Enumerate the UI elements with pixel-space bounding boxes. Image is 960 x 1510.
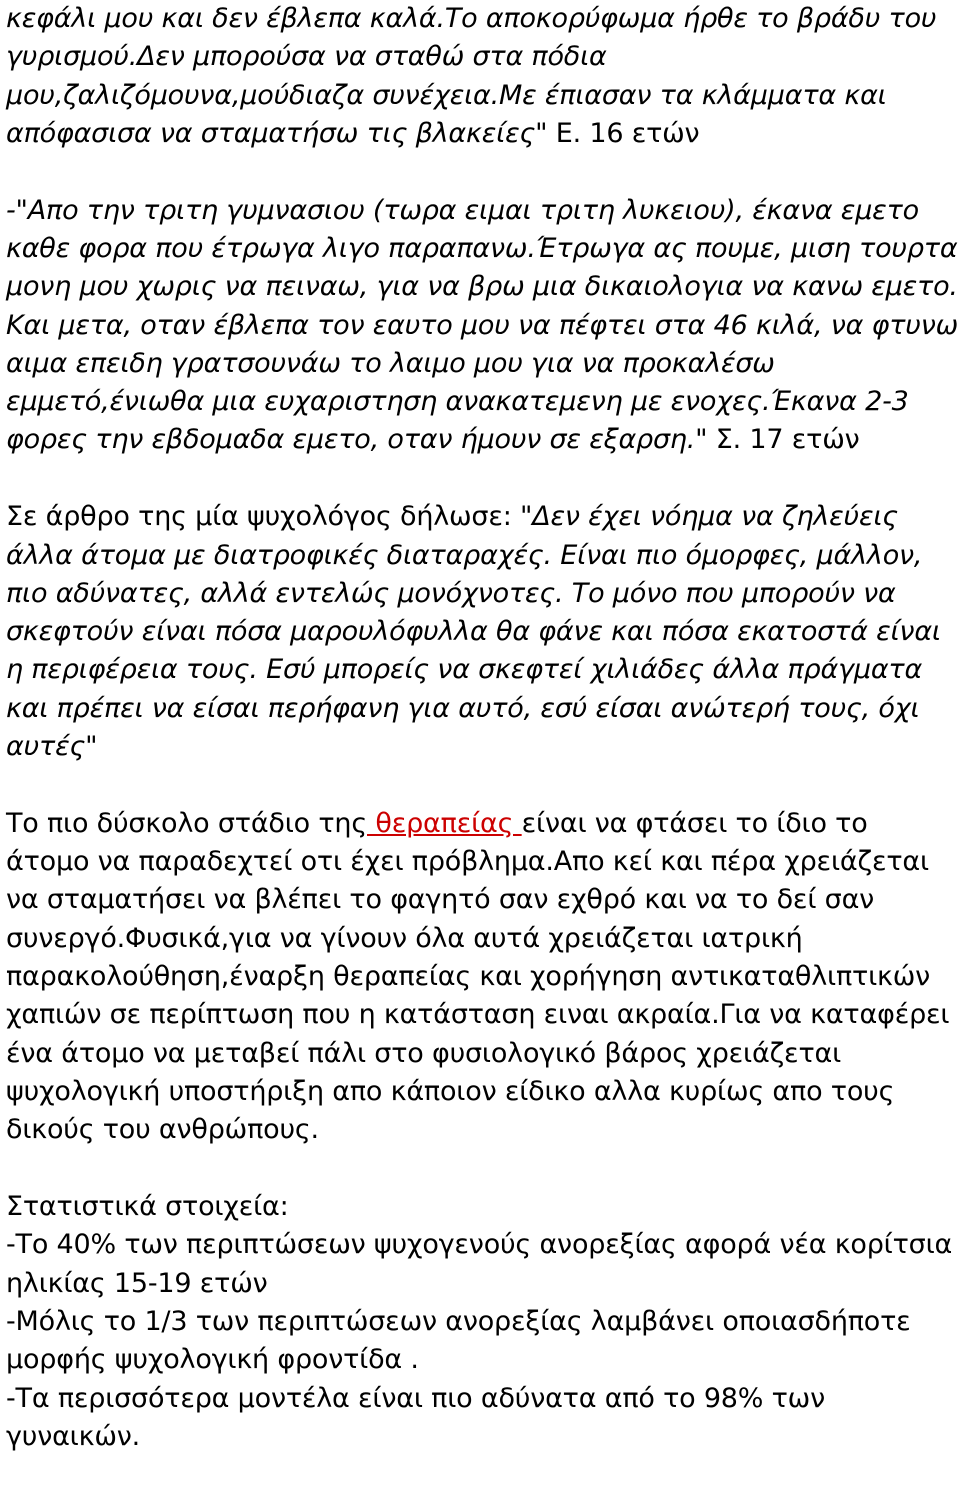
testimonial-quote-1: κεφάλι μου και δεν έβλεπα καλά.Το αποκορύφωμα ήρθε το βράδυ του γυρισμού.Δεν μπορούσα να σταθώ στα πόδια μου,ζαλιζόμουνα,μούδιαζα συνέχεια.Με έπιασαν τα κλάμματα και απόφασισα να σταματήσω τις βλακείες" (6, 3, 937, 149)
testimonial-paragraph-1 (6, 0, 958, 153)
testimonial-attribution-1: Ε. 16 ετών (547, 117, 700, 149)
document-page (6, 0, 958, 1456)
therapy-link[interactable]: θεραπείας (367, 807, 522, 839)
therapy-text-before-link: Το πιο δύσκολο στάδιο της (6, 807, 367, 839)
therapy-text-after-link: είναι να φτάσει το ίδιο το άτομο να παραδεχτεί οτι έχει πρόβλημα.Απο κεί και πέρα χρειάζεται να σταματήσει να βλέπει το φαγητό σαν εχθρό και να το δεί σαν συνεργό.Φυσικά,για να γίνουν όλα αυτά χρειάζεται ιατρική παρακολούθηση,έναρξη θεραπείας και χορήγηση αντικαταθλιπτικών χαπιών σε περίπτωση που η κατάσταση ειναι ακραία.Για να καταφέρει ένα άτομο να μεταβεί πάλι στο φυσιολογικό βάρος χρειάζεται ψυχολογική υποστήριξη απο κάποιον είδικο αλλα κυρίως απο τους δικούς του ανθρώπους. (6, 807, 950, 1146)
stats-item: -Τα περισσότερα μοντέλα είναι πιο αδύνατα από το 98% των γυναικών. (6, 1382, 825, 1452)
paragraph-spacer (6, 153, 958, 192)
psychologist-paragraph (6, 498, 958, 766)
testimonial-quote-2: -"Απο την τριτη γυμνασιου (τωρα ειμαι τριτη λυκειου), έκανα εμετο καθε φορα που έτρωγα λιγο παραπανω.Έτρωγα ας πουμε, μιση τουρτα μονη μου χωρις να πειναω, για να βρω μια δικαιολογια να κανω εμετο. Και μετα, οταν έβλεπα τον εαυτο μου να πέφτει στα 46 κιλά, να φτυνω αιμα επειδη γρατσουνάω το λαιμο μου για να προκαλέσω εμμετό,ένιωθα μια ευχαριστηση ανακατεμενη με ενοχες.Έκανα 2-3 φορες την εβδομαδα εμετο, οταν ήμουν σε εξαρση." (6, 194, 959, 456)
therapy-paragraph (6, 805, 958, 1150)
paragraph-spacer (6, 1150, 958, 1189)
stats-item: -Μόλις το 1/3 των περιπτώσεων ανορεξίας λαμβάνει οποιασδήποτε μορφής ψυχολογική φροντίδα . (6, 1305, 911, 1376)
paragraph-spacer (6, 460, 958, 499)
psychologist-quote: "Δεν έχει νόημα να ζηλεύεις άλλα άτομα με διατροφικές διαταραχές. Είναι πιο όμορφες, μάλλον, πιο αδύνατες, αλλά εντελώς μονόχνοτες. Το μόνο που μπορούν να σκεφτούν είναι πόσα μαρουλόφυλλα θα φάνε και πόσα εκατοστά είναι η περιφέρεια τους. Εσύ μπορείς να σκεφτεί χιλιάδες άλλα πράγματα και πρέπει να είσαι περήφανη για αυτό, εσύ είσαι ανώτερή τους, όχι αυτές" (6, 501, 941, 763)
stats-item: -Το 40% των περιπτώσεων ψυχογενούς ανορεξίας αφορά νέα κορίτσια ηλικίας 15-19 ετών (6, 1229, 953, 1299)
psychologist-intro: Σε άρθρο της μία ψυχολόγος δήλωσε: (6, 501, 521, 533)
testimonial-attribution-2: Σ. 17 ετών (707, 424, 860, 456)
paragraph-spacer (6, 766, 958, 805)
testimonial-paragraph-2 (6, 192, 958, 460)
stats-heading: Στατιστικά στοιχεία: (6, 1191, 289, 1223)
